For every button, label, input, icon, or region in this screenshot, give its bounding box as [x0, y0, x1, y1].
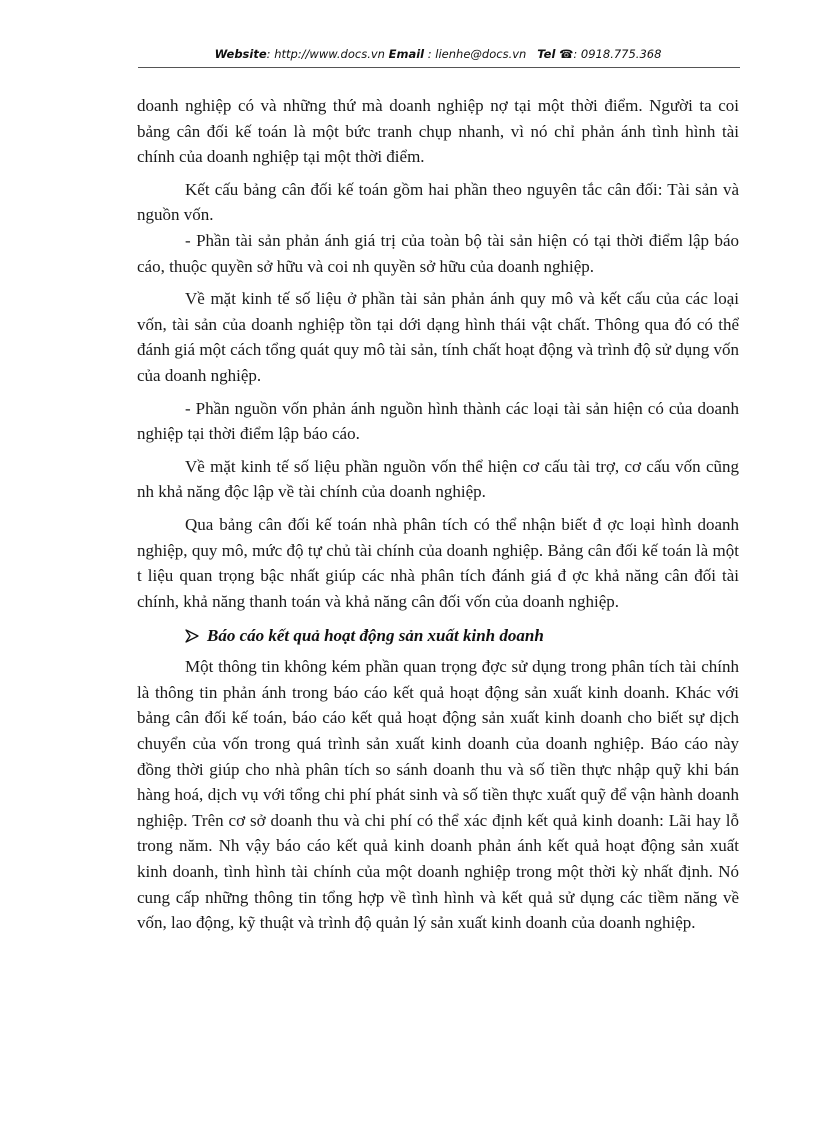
page-header — [138, 47, 738, 61]
arrow-bullet-icon — [185, 629, 207, 643]
email-separator: : — [424, 47, 436, 61]
website-separator: : — [266, 47, 275, 61]
section-heading-text: Báo cáo kết quả hoạt động sản xuất kinh doanh — [207, 626, 544, 646]
paragraph: Qua bảng cân đối kế toán nhà phân tích có thể nhận biết đ ợc loại hình doanh nghiệp, quy mô, mức độ tự chủ tài chính của doanh nghiệp. Bảng cân đối kế toán là một t liệu quan trọng bậc nhất giúp các nhà phân tích đánh giá đ ợc khả năng cân đối tài chính, khả năng thanh toán và khả năng cân đối vốn của doanh nghiệp. — [137, 514, 739, 611]
email-address: lienhe@docs.vn — [435, 47, 527, 61]
section-heading — [185, 623, 739, 649]
tel-label: Tel — [537, 47, 556, 61]
paragraph: Về mặt kinh tế số liệu ở phần tài sản phản ánh quy mô và kết cấu của các loại vốn, tài sản của doanh nghiệp tồn tại dới dạng hình thái vật chất. Thông qua đó có thể đánh giá một cách tổng quát quy mô tài sản, tính chất hoạt động và trình độ sử dụng vốn của doanh nghiệp. — [137, 289, 739, 385]
paragraph: doanh nghiệp có và những thứ mà doanh nghiệp nợ tại một thời điểm. Người ta coi bảng cân đối kế toán là một bức tranh chụp nhanh, vì nó chỉ phản ánh tình hình tài chính của doanh nghiệp tại một thời điểm. — [137, 96, 739, 167]
document-body — [137, 93, 739, 936]
paragraph: - Phần nguồn vốn phản ánh nguồn hình thành các loại tài sản hiện có của doanh nghiệp tại thời điểm lập báo cáo. — [137, 398, 739, 444]
paragraph: Kết cấu bảng cân đối kế toán gồm hai phần theo nguyên tắc cân đối: Tài sản và nguồn vốn. — [137, 179, 739, 225]
phone-icon: ☎ — [559, 47, 574, 61]
website-url: http://www.docs.vn — [274, 47, 385, 61]
paragraph: - Phần tài sản phản ánh giá trị của toàn bộ tài sản hiện có tại thời điểm lập báo cáo, thuộc quyền sở hữu và coi nh quyền sở hữu của doanh nghiệp. — [137, 230, 739, 276]
website-label: Website — [214, 47, 267, 61]
tel-separator: : — [573, 47, 581, 61]
header-divider — [138, 67, 740, 68]
paragraph: Một thông tin không kém phần quan trọng đợc sử dụng trong phân tích tài chính là thông tin phản ánh trong báo cáo kết quả hoạt động sản xuất kinh doanh. Khác với bảng cân đối kế toán, báo cáo kết quả hoạt động sản xuất kinh doanh cho biết sự dịch chuyển của vốn trong quá trình sản xuất kinh doanh của doanh nghiệp. Báo cáo này đồng thời giúp cho nhà phân tích so sánh doanh thu và số tiền thực nhập quỹ khi bán hàng hoá, dịch vụ với tổng chi phí phát sinh và số tiền thực xuất quỹ để vận hành doanh nghiệp. Trên cơ sở doanh thu và chi phí có thể xác định kết quả kinh doanh: Lãi hay lỗ trong năm. Nh vậy báo cáo kết quả kinh doanh phản ánh kết quả hoạt động sản xuất kinh doanh, tình hình tài chính của một doanh nghiệp trong một thời kỳ nhất định. Nó cung cấp những thông tin tổng hợp về tình hình và kết quả sử dụng các tiềm năng về vốn, lao động, kỹ thuật và trình độ quản lý sản xuất kinh doanh của doanh nghiệp. — [137, 657, 739, 933]
tel-number: 0918.775.368 — [580, 47, 662, 61]
email-label: Email — [388, 47, 425, 61]
paragraph: Về mặt kinh tế số liệu phần nguồn vốn thể hiện cơ cấu tài trợ, cơ cấu vốn cũng nh khả năng độc lập về tài chính của doanh nghiệp. — [137, 456, 739, 502]
